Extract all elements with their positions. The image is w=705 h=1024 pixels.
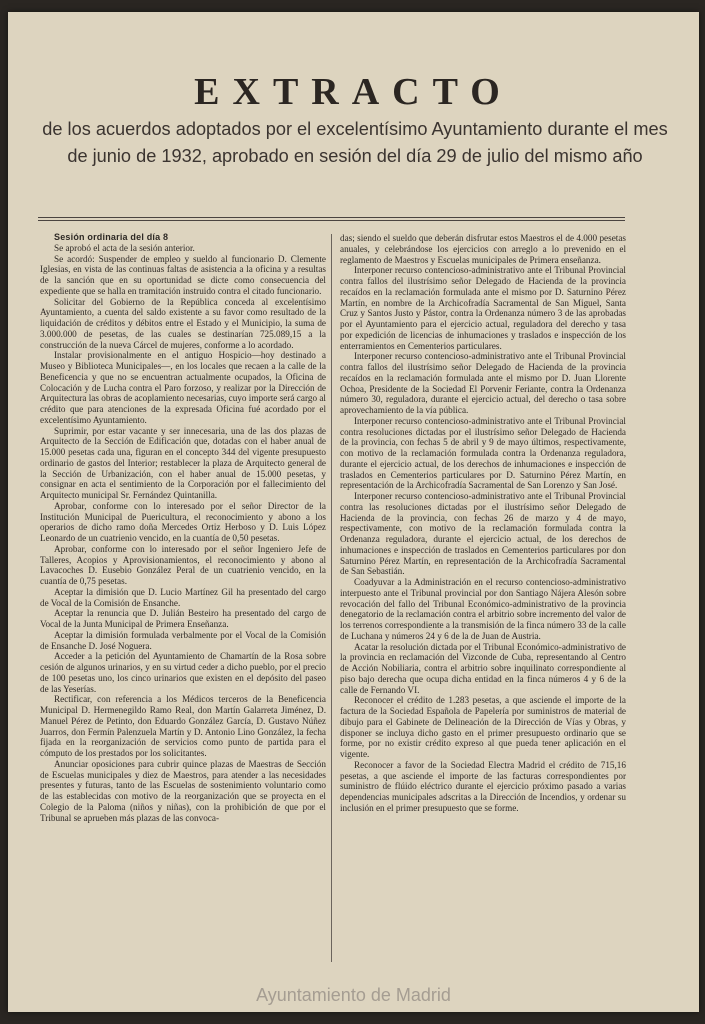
paragraph: Aceptar la renuncia que D. Julián Besteiro ha presentado del cargo de Vocal de la Junta Municipal de Primera Enseñanza. (40, 608, 326, 629)
paragraph: Aprobar, conforme con lo interesado por el señor Director de la Institución Municipal de Puericultura, el reconocimiento y abono a los operarios de dicho ramo doña Mercedes Ortiz Herboso y D. Luis López Leonardo de un cuatrienio vencido, en la cuantía de 0,50 pesetas. (40, 500, 326, 543)
paragraph: Suprimir, por estar vacante y ser innecesaria, una de las dos plazas de Arquitecto de la Sección de Edificación que, dotadas con el haber anual de 15.000 pesetas cada una, figuran en el concepto 344 del vigente presupuesto ordinario de gastos del Interior; restablecer la plaza de Arquitecto general de la Sección de Urbanización, con el haber anual de 15.000 pesetas, y consignar en acta el sentimiento de la Corporación por el fallecimiento del Arquitecto municipal Sr. Fernández Quintanilla. (40, 425, 326, 500)
paragraph: Reconocer el crédito de 1.283 pesetas, a que asciende el importe de la factura de la Sociedad Española de Papelería por suministros de material de dibujo para el Gabinete de Delineación de la Dirección de Vías y Obras, y disponer se incluya dicho gasto en el primer presupuesto ordinario que se forme, por no existir crédito expreso al que pueda tener aplicación en el vigente. (340, 695, 626, 759)
document-page (8, 12, 699, 1012)
paragraph: Se aprobó el acta de la sesión anterior. (54, 242, 195, 253)
paragraph: Rectificar, con referencia a los Médicos terceros de la Beneficencia Municipal D. Hermenegildo Ramo Real, don Martín Galarreta Jiménez, D. Manuel Pérez de Petinto, don Eduardo González García, D. Gustavo Núñez Juarros, don Fermín Palenzuela Martín y D. Antonio Lino González, la fecha fijada en la reorganización de servicios como punto de partida para el cómputo de los prestados por los solicitantes. (40, 694, 326, 758)
paragraph: Se acordó: Suspender de empleo y sueldo al funcionario D. Clemente Iglesias, en vista de las continuas faltas de asistencia a la oficina y a resultas de la sanción que en su oportunidad se dicte como consecuencia del expediente que se halla en tramitación instruido contra el citado funcionario. (40, 253, 326, 296)
paragraph: Aceptar la dimisión formulada verbalmente por el Vocal de la Comisión de Ensanche D. José Noguera. (40, 629, 326, 651)
paragraph: Interponer recurso contencioso-administrativo ante el Tribunal Provincial contra resoluciones dictadas por el ilustrísimo señor Delegado de Hacienda de la provincia, con fechas 5 de abril y 9 de mayo últimos, respectivamente, con motivo de la reclamación formulada contra la Ordenanza reguladora, durante el ejercicio actual, de los derechos de inhumaciones e inspección de traslados en Cementerios particulares por D. Saturnino Pérez Martín, en representación de la Archicofradía Sacramental de San Lorenzo y San José. (340, 415, 626, 491)
paragraph: Interponer recurso contencioso-administrativo ante el Tribunal Provincial contra fallos del ilustrísimo señor Delegado de Hacienda de la provincia recaídos en la reclamación formulada ante el mismo por D. Saturnino Pérez Martín, en nombre de la Archicofradía Sacramental de San Miguel, Santa Cruz y Santos Justo y Pástor, contra la Ordenanza número 3 de las aprobadas por el Ayuntamiento para el ejercicio actual, reguladora del derecho y tasa por expedición de licencias de inhumaciones y traslados e inspección de los enterramientos en Cementerios particulares. (340, 265, 626, 351)
column-divider (331, 234, 332, 962)
paragraph: Acatar la resolución dictada por el Tribunal Económico-administrativo de la provincia en reclamación del Vizconde de Cuba, representando al Centro de Acción Nobiliaria, contra el arbitrio sobre inquilinato correspondiente al piso bajo derecha que ocupa dicha entidad en la finca números 4 y 6 de la calle de Fernando VI. (340, 641, 626, 695)
left-column (40, 232, 326, 823)
paragraph: Solicitar del Gobierno de la República conceda al excelentísimo Ayuntamiento, a cuenta del saldo existente a su favor como resultado de la liquidación de créditos y débitos entre el Estado y el Municipio, la suma de 3.000.000 de pesetas, de las cuales se destinarían 725.089,15 a la construcción de la nueva Cárcel de mujeres, conforme a lo acordado. (40, 296, 326, 350)
paragraph: Anunciar oposiciones para cubrir quince plazas de Maestras de Sección de Escuelas municipales y diez de Maestros, para atender a las necesidades presentes y futuras, tanto de las Escuelas de sostenimiento voluntario como de las establecidas con motivo de la reorganización que se proyecta en el Colegio de la Paloma (niños y niñas), con la prohibición de que por el Tribunal se aprueben más plazas de las convoca- (40, 758, 326, 823)
document-title: EXTRACTO (194, 71, 513, 113)
paragraph: Interponer recurso contencioso-administrativo ante el Tribunal Provincial contra las resoluciones dictadas por el ilustrísimo señor Delegado de Hacienda de la provincia, con fechas 26 de marzo y 4 de mayo, respectivamente, con motivo de la reclamación formulada contra la Ordenanza reguladora, durante el ejercicio actual, de los derechos de inhumaciones e inspección de traslados en Cementerios particulares por don Saturnino Pérez Martín, en representación de la Archicofradía Sacramental de San Sebastián. (340, 491, 626, 577)
paragraph: Aceptar la dimisión que D. Lucio Martínez Gil ha presentado del cargo de Vocal de la Comisión de Ensanche. (40, 586, 326, 608)
paragraph: Aprobar, conforme con lo interesado por el señor Ingeniero Jefe de Talleres, Acopios y Aprovisionamientos, el reconocimiento y abono al Lavacoches D. Eusebio González Peral de un cuatrienio vencido, en la cuantía de 0,75 pesetas. (40, 543, 326, 586)
paragraph: Reconocer a favor de la Sociedad Electra Madrid el crédito de 715,16 pesetas, a que asciende el importe de las facturas correspondientes por suministro de flúido eléctrico durante el ejercicio próximo pasado a varias dependencias municipales adscritas a la Dirección de Incendios, y ordenar su inclusión en el primer presupuesto que se forme. (340, 759, 626, 813)
right-column (340, 233, 626, 814)
paragraph: das; siendo el sueldo que deberán disfrutar estos Maestros el de 4.000 pesetas anuales, y celebrándose los ejercicios con arreglo a lo prevenido en el reglamento de Maestros y Escuelas municipales de Primera enseñanza. (340, 233, 626, 265)
paragraph: Interponer recurso contencioso-administrativo ante el Tribunal Provincial contra fallos del ilustrísimo señor Delegado de Hacienda de la provincia recaídos en la reclamación formulada ante el mismo por D. Juan Llorente Ochoa, Presidente de la Sociedad El Porvenir Feriante, contra la Ordenanza número 30, reguladora, durante el ejercicio actual, del derecho o tasa sobre aprovechamiento de la vía pública. (340, 351, 626, 415)
session-heading: Sesión ordinaria del día 8 (54, 232, 169, 242)
top-rule-double (38, 220, 625, 221)
paragraph: Acceder a la petición del Ayuntamiento de Chamartín de la Rosa sobre cesión de algunos urinarios, y en su virtud ceder a dicho pueblo, por el precio de 100 pesetas uno, los cinco urinarios que existen en el depósito del paseo de las Yeserías. (40, 651, 326, 694)
footer-watermark: Ayuntamiento de Madrid (256, 985, 451, 1005)
paragraph: Instalar provisionalmente en el antiguo Hospicio—hoy destinado a Museo y Biblioteca Municipales—, en los locales que recaen a la calle de la Beneficencia y que no se encuentran actualmente ocupados, la Oficina de Colocación y de Lucha contra el Paro forzoso, y realizar por la Dirección de Arquitectura las obras de acoplamiento necesarias, cuyo importe será cargo al crédito que para atenciones de la expresada Oficina fué acordado por el excelentísimo Ayuntamiento. (40, 350, 326, 425)
top-rule (38, 217, 625, 218)
paragraph: Coadyuvar a la Administración en el recurso contencioso-administrativo interpuesto ante el Tribunal provincial por don Santiago Nájera Alesón sobre revocación del fallo del Tribunal Económico-administrativo de la provincia denegatorio de la reclamación contra el arbitrio sobre incremento del valor de los terrenos correspondiente a la transmisión de la finca número 33 de la calle de Luchana y números 24 y 6 de la de Juan de Austria. (340, 577, 626, 641)
document-subtitle: de los acuerdos adoptados por el excelentísimo Ayuntamiento durante el mes de junio de 1932, aprobado en sesión del día 29 de julio del mismo año (42, 119, 668, 166)
